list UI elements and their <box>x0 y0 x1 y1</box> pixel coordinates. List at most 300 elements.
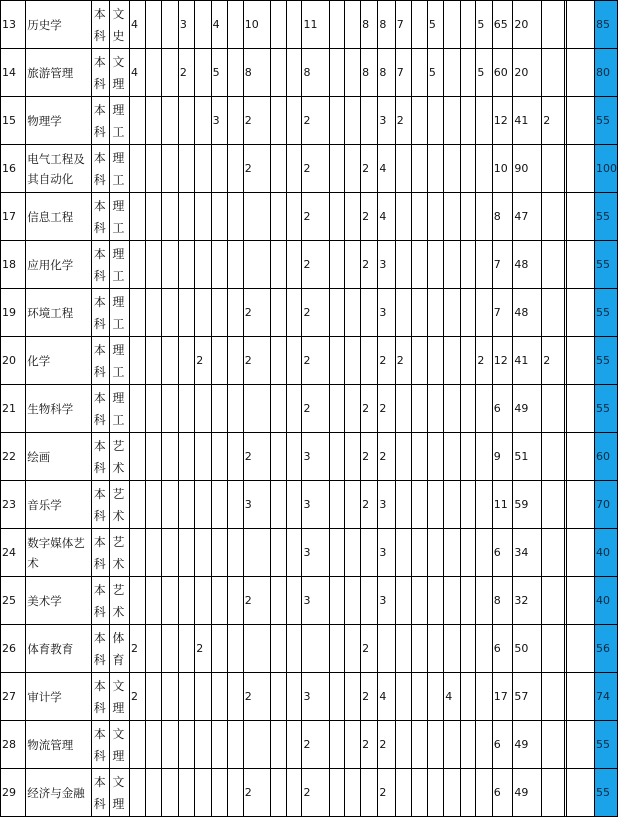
value-cell <box>361 529 378 577</box>
value-cell <box>227 625 243 673</box>
value-cell: 2 <box>302 193 329 241</box>
value-cell <box>286 721 302 769</box>
value-cell <box>270 241 286 289</box>
value-cell <box>270 625 286 673</box>
value-cell: 47 <box>513 193 542 241</box>
subject-category: 文理 <box>110 769 130 817</box>
value-cell <box>412 193 428 241</box>
value-cell: 7 <box>492 289 513 337</box>
total-cell: 74 <box>595 673 618 721</box>
total-cell: 40 <box>595 577 618 625</box>
value-cell <box>329 385 345 433</box>
value-cell <box>130 481 146 529</box>
value-cell: 12 <box>492 337 513 385</box>
value-cell <box>476 145 492 193</box>
value-cell <box>270 529 286 577</box>
value-cell: 2 <box>378 721 395 769</box>
table-row <box>1 433 618 481</box>
value-cell <box>345 337 361 385</box>
value-cell: 3 <box>378 577 395 625</box>
value-cell <box>286 577 302 625</box>
value-cell: 49 <box>513 385 542 433</box>
value-cell <box>460 673 476 721</box>
value-cell: 11 <box>302 1 329 49</box>
row-number: 15 <box>1 97 26 145</box>
value-cell <box>542 721 565 769</box>
value-cell <box>460 577 476 625</box>
value-cell: 90 <box>513 145 542 193</box>
value-cell: 8 <box>378 1 395 49</box>
value-cell <box>227 577 243 625</box>
degree-level: 本科 <box>91 721 110 769</box>
value-cell: 2 <box>361 721 378 769</box>
subject-category: 理工 <box>110 337 130 385</box>
value-cell <box>146 145 162 193</box>
total-cell: 40 <box>595 529 618 577</box>
value-cell: 8 <box>243 49 270 97</box>
value-cell <box>361 97 378 145</box>
value-cell: 8 <box>361 1 378 49</box>
value-cell <box>286 625 302 673</box>
value-cell <box>395 625 411 673</box>
value-cell <box>178 289 194 337</box>
value-cell: 6 <box>492 625 513 673</box>
value-cell <box>195 289 211 337</box>
value-cell <box>286 145 302 193</box>
value-cell: 3 <box>302 529 329 577</box>
value-cell <box>412 1 428 49</box>
value-cell <box>227 1 243 49</box>
major-name: 绘画 <box>26 433 92 481</box>
value-cell <box>395 769 411 817</box>
value-cell: 2 <box>302 289 329 337</box>
major-name: 电气工程及其自动化 <box>26 145 92 193</box>
value-cell: 2 <box>378 337 395 385</box>
value-cell <box>460 145 476 193</box>
value-cell <box>270 289 286 337</box>
value-cell: 51 <box>513 433 542 481</box>
value-cell: 3 <box>378 289 395 337</box>
value-cell <box>395 289 411 337</box>
subject-category: 体育 <box>110 625 130 673</box>
value-cell: 5 <box>476 49 492 97</box>
spacer-cell <box>567 97 595 145</box>
value-cell <box>130 529 146 577</box>
value-cell <box>395 241 411 289</box>
value-cell <box>395 433 411 481</box>
value-cell <box>178 337 194 385</box>
table-row <box>1 769 618 817</box>
degree-level: 本科 <box>91 49 110 97</box>
value-cell: 2 <box>302 241 329 289</box>
major-name: 数字媒体艺术 <box>26 529 92 577</box>
value-cell: 8 <box>378 49 395 97</box>
value-cell <box>427 721 443 769</box>
value-cell <box>178 193 194 241</box>
value-cell <box>329 673 345 721</box>
value-cell: 2 <box>395 97 411 145</box>
value-cell <box>162 241 179 289</box>
table-row <box>1 385 618 433</box>
value-cell <box>243 721 270 769</box>
value-cell: 3 <box>178 1 194 49</box>
value-cell <box>427 337 443 385</box>
value-cell <box>427 577 443 625</box>
major-name: 信息工程 <box>26 193 92 241</box>
value-cell: 4 <box>211 1 227 49</box>
value-cell <box>243 241 270 289</box>
value-cell <box>211 625 227 673</box>
value-cell: 2 <box>361 241 378 289</box>
value-cell <box>476 625 492 673</box>
total-cell: 60 <box>595 433 618 481</box>
value-cell <box>395 145 411 193</box>
value-cell <box>162 193 179 241</box>
value-cell <box>412 625 428 673</box>
value-cell <box>195 1 211 49</box>
row-number: 26 <box>1 625 26 673</box>
value-cell: 3 <box>211 97 227 145</box>
value-cell <box>162 433 179 481</box>
value-cell: 2 <box>178 49 194 97</box>
value-cell <box>178 721 194 769</box>
value-cell: 2 <box>361 385 378 433</box>
value-cell <box>444 241 460 289</box>
value-cell <box>427 241 443 289</box>
value-cell <box>243 625 270 673</box>
value-cell: 2 <box>195 337 211 385</box>
value-cell <box>286 385 302 433</box>
subject-category: 文史 <box>110 1 130 49</box>
value-cell <box>542 49 565 97</box>
value-cell <box>361 289 378 337</box>
value-cell <box>444 769 460 817</box>
value-cell: 2 <box>243 433 270 481</box>
subject-category: 理工 <box>110 241 130 289</box>
value-cell <box>542 481 565 529</box>
value-cell <box>427 97 443 145</box>
total-cell: 55 <box>595 769 618 817</box>
table-row <box>1 481 618 529</box>
value-cell <box>395 481 411 529</box>
value-cell <box>270 145 286 193</box>
total-cell: 80 <box>595 49 618 97</box>
value-cell <box>270 769 286 817</box>
value-cell: 4 <box>130 49 146 97</box>
row-number: 21 <box>1 385 26 433</box>
spacer-cell <box>567 1 595 49</box>
value-cell <box>195 673 211 721</box>
value-cell <box>270 721 286 769</box>
value-cell <box>444 97 460 145</box>
degree-level: 本科 <box>91 673 110 721</box>
value-cell <box>286 289 302 337</box>
value-cell <box>427 625 443 673</box>
value-cell <box>329 433 345 481</box>
value-cell: 6 <box>492 721 513 769</box>
value-cell <box>395 673 411 721</box>
subject-category: 艺术 <box>110 529 130 577</box>
value-cell <box>460 433 476 481</box>
table-row <box>1 289 618 337</box>
value-cell: 10 <box>492 145 513 193</box>
total-cell: 55 <box>595 337 618 385</box>
value-cell <box>444 481 460 529</box>
value-cell <box>444 529 460 577</box>
subject-category: 文理 <box>110 49 130 97</box>
value-cell <box>162 337 179 385</box>
value-cell <box>444 337 460 385</box>
value-cell <box>395 721 411 769</box>
value-cell <box>361 337 378 385</box>
value-cell <box>178 481 194 529</box>
value-cell <box>476 97 492 145</box>
value-cell: 6 <box>492 769 513 817</box>
value-cell <box>146 625 162 673</box>
degree-level: 本科 <box>91 769 110 817</box>
value-cell: 2 <box>361 433 378 481</box>
value-cell <box>444 433 460 481</box>
value-cell <box>211 721 227 769</box>
total-cell: 55 <box>595 241 618 289</box>
value-cell <box>444 145 460 193</box>
value-cell <box>427 289 443 337</box>
value-cell <box>162 145 179 193</box>
value-cell <box>270 97 286 145</box>
value-cell <box>227 385 243 433</box>
value-cell: 5 <box>211 49 227 97</box>
degree-level: 本科 <box>91 1 110 49</box>
value-cell: 57 <box>513 673 542 721</box>
value-cell <box>227 49 243 97</box>
value-cell <box>162 481 179 529</box>
value-cell <box>542 433 565 481</box>
degree-level: 本科 <box>91 625 110 673</box>
total-cell: 85 <box>595 1 618 49</box>
value-cell: 3 <box>378 241 395 289</box>
value-cell <box>542 289 565 337</box>
value-cell <box>329 337 345 385</box>
value-cell: 7 <box>492 241 513 289</box>
value-cell <box>542 1 565 49</box>
spacer-cell <box>567 145 595 193</box>
value-cell <box>130 721 146 769</box>
value-cell <box>146 481 162 529</box>
value-cell: 6 <box>492 385 513 433</box>
total-cell: 56 <box>595 625 618 673</box>
value-cell <box>302 625 329 673</box>
row-number: 29 <box>1 769 26 817</box>
value-cell <box>243 193 270 241</box>
value-cell <box>460 625 476 673</box>
value-cell <box>146 721 162 769</box>
value-cell <box>460 1 476 49</box>
value-cell <box>329 193 345 241</box>
value-cell <box>460 481 476 529</box>
value-cell: 2 <box>378 433 395 481</box>
row-number: 14 <box>1 49 26 97</box>
table-row <box>1 337 618 385</box>
value-cell: 2 <box>302 769 329 817</box>
value-cell: 48 <box>513 241 542 289</box>
value-cell <box>211 769 227 817</box>
value-cell <box>542 241 565 289</box>
value-cell <box>329 97 345 145</box>
value-cell <box>412 241 428 289</box>
value-cell <box>412 481 428 529</box>
value-cell <box>345 721 361 769</box>
subject-category: 文理 <box>110 721 130 769</box>
value-cell <box>130 385 146 433</box>
value-cell <box>412 289 428 337</box>
value-cell <box>444 721 460 769</box>
table-body <box>1 1 618 817</box>
degree-level: 本科 <box>91 529 110 577</box>
value-cell <box>329 625 345 673</box>
total-cell: 55 <box>595 289 618 337</box>
value-cell: 2 <box>302 385 329 433</box>
value-cell: 2 <box>243 769 270 817</box>
value-cell <box>329 241 345 289</box>
value-cell <box>211 577 227 625</box>
value-cell <box>444 385 460 433</box>
value-cell <box>211 337 227 385</box>
value-cell <box>460 529 476 577</box>
value-cell <box>227 529 243 577</box>
value-cell <box>162 673 179 721</box>
major-name: 物流管理 <box>26 721 92 769</box>
value-cell <box>243 385 270 433</box>
value-cell: 3 <box>302 433 329 481</box>
value-cell <box>345 385 361 433</box>
value-cell <box>211 289 227 337</box>
total-cell: 70 <box>595 481 618 529</box>
spacer-cell <box>567 673 595 721</box>
value-cell <box>211 145 227 193</box>
value-cell <box>211 673 227 721</box>
value-cell: 50 <box>513 625 542 673</box>
row-number: 16 <box>1 145 26 193</box>
value-cell: 2 <box>243 577 270 625</box>
value-cell: 5 <box>427 49 443 97</box>
value-cell <box>130 289 146 337</box>
value-cell <box>195 97 211 145</box>
value-cell <box>227 721 243 769</box>
value-cell <box>130 577 146 625</box>
value-cell: 20 <box>513 1 542 49</box>
spacer-cell <box>567 193 595 241</box>
major-name: 化学 <box>26 337 92 385</box>
value-cell: 2 <box>130 673 146 721</box>
value-cell <box>329 769 345 817</box>
value-cell: 2 <box>302 337 329 385</box>
value-cell <box>146 49 162 97</box>
degree-level: 本科 <box>91 481 110 529</box>
value-cell <box>195 385 211 433</box>
value-cell <box>286 193 302 241</box>
value-cell: 2 <box>378 385 395 433</box>
value-cell <box>412 577 428 625</box>
degree-level: 本科 <box>91 289 110 337</box>
value-cell <box>345 289 361 337</box>
subject-category: 理工 <box>110 145 130 193</box>
value-cell <box>345 145 361 193</box>
row-number: 23 <box>1 481 26 529</box>
value-cell <box>412 769 428 817</box>
value-cell <box>162 577 179 625</box>
table-row <box>1 97 618 145</box>
value-cell: 8 <box>361 49 378 97</box>
value-cell <box>345 481 361 529</box>
value-cell: 3 <box>302 577 329 625</box>
table-row <box>1 577 618 625</box>
value-cell: 3 <box>378 529 395 577</box>
table-row <box>1 721 618 769</box>
value-cell <box>162 529 179 577</box>
subject-category: 文理 <box>110 673 130 721</box>
value-cell: 3 <box>243 481 270 529</box>
value-cell <box>378 625 395 673</box>
value-cell: 49 <box>513 721 542 769</box>
value-cell <box>195 529 211 577</box>
value-cell <box>178 625 194 673</box>
value-cell <box>162 385 179 433</box>
value-cell: 12 <box>492 97 513 145</box>
value-cell <box>542 577 565 625</box>
row-number: 19 <box>1 289 26 337</box>
value-cell <box>130 97 146 145</box>
table-row <box>1 529 618 577</box>
value-cell <box>395 577 411 625</box>
value-cell <box>412 529 428 577</box>
value-cell <box>195 769 211 817</box>
value-cell <box>146 1 162 49</box>
value-cell <box>130 145 146 193</box>
value-cell: 3 <box>302 673 329 721</box>
value-cell <box>444 193 460 241</box>
value-cell <box>444 625 460 673</box>
value-cell <box>542 769 565 817</box>
value-cell <box>227 433 243 481</box>
value-cell <box>211 385 227 433</box>
value-cell: 2 <box>302 721 329 769</box>
value-cell <box>345 769 361 817</box>
value-cell <box>146 433 162 481</box>
spacer-cell <box>567 289 595 337</box>
major-name: 经济与金融 <box>26 769 92 817</box>
value-cell <box>130 241 146 289</box>
total-cell: 55 <box>595 385 618 433</box>
value-cell: 2 <box>361 673 378 721</box>
value-cell <box>146 673 162 721</box>
total-cell: 100 <box>595 145 618 193</box>
value-cell <box>345 577 361 625</box>
value-cell: 4 <box>444 673 460 721</box>
row-number: 25 <box>1 577 26 625</box>
value-cell <box>476 577 492 625</box>
value-cell <box>329 289 345 337</box>
value-cell <box>286 433 302 481</box>
value-cell <box>395 193 411 241</box>
value-cell: 4 <box>378 145 395 193</box>
value-cell <box>542 385 565 433</box>
value-cell: 8 <box>492 577 513 625</box>
value-cell: 2 <box>361 625 378 673</box>
value-cell: 41 <box>513 337 542 385</box>
value-cell <box>412 49 428 97</box>
value-cell: 8 <box>302 49 329 97</box>
value-cell <box>227 145 243 193</box>
